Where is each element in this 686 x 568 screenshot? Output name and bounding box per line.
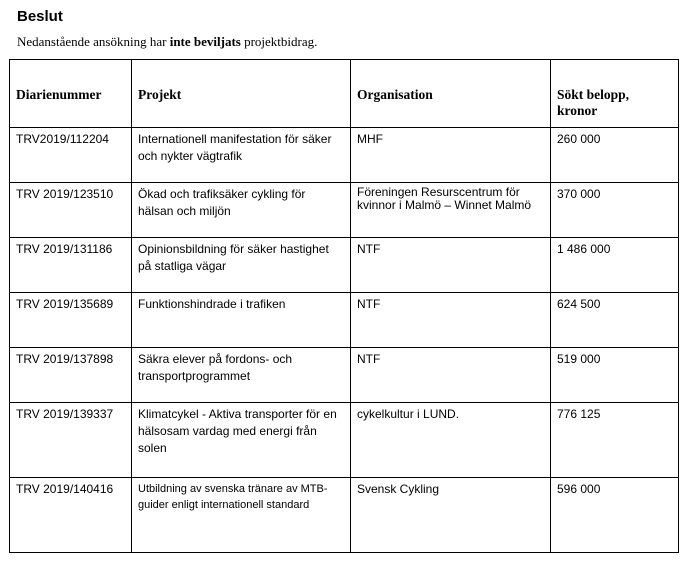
intro-text xyxy=(17,34,317,50)
table-row xyxy=(10,238,679,293)
cell-projekt: Funktionshindrade i trafiken xyxy=(132,293,351,348)
cell-belopp: 260 000 xyxy=(551,128,679,183)
cell-diarienummer: TRV 2019/135689 xyxy=(10,293,132,348)
cell-belopp: 519 000 xyxy=(551,348,679,403)
cell-organisation: NTF xyxy=(351,238,551,293)
cell-organisation: MHF xyxy=(351,128,551,183)
cell-diarienummer: TRV2019/112204 xyxy=(10,128,132,183)
table-header-row xyxy=(10,60,679,128)
header-diarienummer: Diarienummer xyxy=(10,60,132,128)
cell-organisation: Föreningen Resurscentrum för kvinnor i Malmö – Winnet Malmö xyxy=(351,183,551,238)
cell-belopp: 1 486 000 xyxy=(551,238,679,293)
cell-organisation: Svensk Cykling xyxy=(351,478,551,553)
header-belopp: Sökt belopp, kronor xyxy=(551,60,679,128)
cell-belopp: 370 000 xyxy=(551,183,679,238)
intro-text-emphasis: inte beviljats xyxy=(169,34,241,49)
cell-diarienummer: TRV 2019/131186 xyxy=(10,238,132,293)
table-row xyxy=(10,403,679,478)
table-row xyxy=(10,293,679,348)
table-row xyxy=(10,478,679,553)
cell-organisation: NTF xyxy=(351,348,551,403)
cell-projekt: Internationell manifestation för säker och nykter vägtrafik xyxy=(132,128,351,183)
cell-projekt: Utbildning av svenska tränare av MTB-guider enligt internationell standard xyxy=(132,478,351,553)
decisions-table xyxy=(9,59,679,553)
cell-diarienummer: TRV 2019/140416 xyxy=(10,478,132,553)
table-row xyxy=(10,128,679,183)
cell-diarienummer: TRV 2019/137898 xyxy=(10,348,132,403)
cell-organisation: NTF xyxy=(351,293,551,348)
table-row xyxy=(10,348,679,403)
cell-projekt: Ökad och trafiksäker cykling för hälsan och miljön xyxy=(132,183,351,238)
page-heading: Beslut xyxy=(17,8,63,25)
table-row xyxy=(10,183,679,238)
intro-text-before: Nedanstående ansökning har xyxy=(17,34,170,49)
cell-belopp: 624 500 xyxy=(551,293,679,348)
cell-diarienummer: TRV 2019/139337 xyxy=(10,403,132,478)
header-organisation: Organisation xyxy=(351,60,551,128)
header-projekt: Projekt xyxy=(132,60,351,128)
cell-belopp: 776 125 xyxy=(551,403,679,478)
cell-belopp: 596 000 xyxy=(551,478,679,553)
cell-diarienummer: TRV 2019/123510 xyxy=(10,183,132,238)
cell-projekt: Klimatcykel - Aktiva transporter för en hälsosam vardag med energi från solen xyxy=(132,403,351,478)
cell-organisation: cykelkultur i LUND. xyxy=(351,403,551,478)
cell-projekt: Säkra elever på fordons- och transportprogrammet xyxy=(132,348,351,403)
intro-text-after: projektbidrag. xyxy=(240,34,318,49)
cell-projekt: Opinionsbildning för säker hastighet på statliga vägar xyxy=(132,238,351,293)
